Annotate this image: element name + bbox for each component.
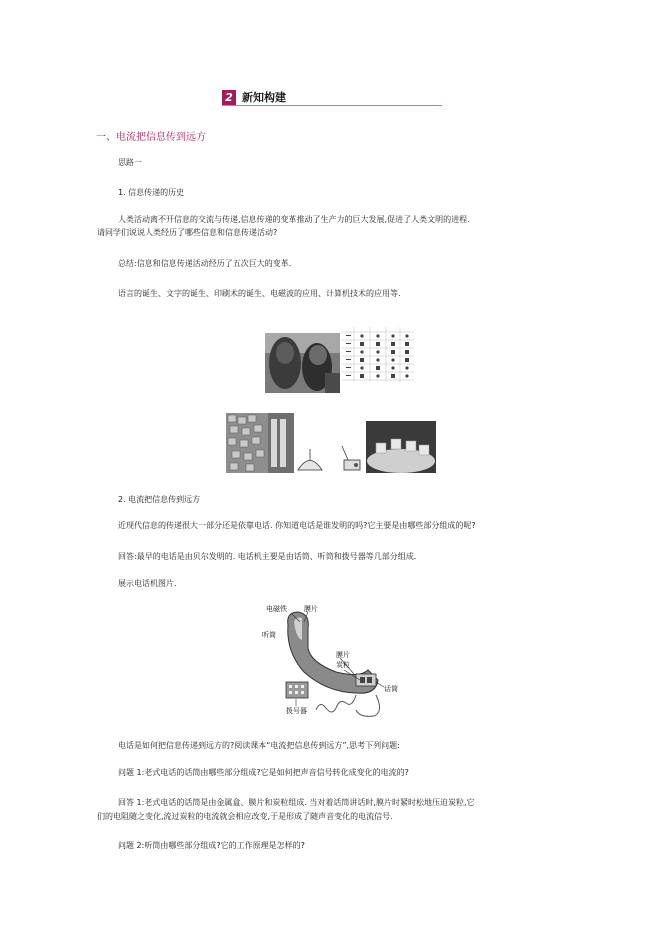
subsection-2-title: 2. 电流把信息传到远方 [118, 495, 201, 504]
movable-type-image [226, 413, 294, 473]
idea-label: 思路一 [118, 158, 142, 167]
section-heading: 新知构建 [242, 91, 286, 104]
heading-underline [222, 105, 442, 106]
answer-1-text: 回答:最早的电话是由贝尔发明的. 电话机主要是由话筒、听筒和拨号器等几部分组成. [118, 552, 417, 561]
question-intro: 电话是如何把信息传递到远方的?阅读课本“电流把信息传到远方”,思考下列问题: [118, 741, 400, 750]
label-dialer: 拨号器 [286, 707, 307, 715]
question-2: 问题 2:听筒由哪些部分组成?它的工作原理是怎样的? [118, 841, 305, 850]
computers-image [366, 421, 436, 473]
show-text: 展示电话机图片. [118, 579, 177, 588]
revolutions-text: 语言的诞生、文字的诞生、印刷术的诞生、电磁波的应用、计算机技术的应用等. [118, 289, 401, 298]
question-1: 问题 1:老式电话的话筒由哪些部分组成?它是如何把声音信号转化成变化的电流的? [118, 768, 409, 777]
label-earpiece: 听筒 [262, 631, 276, 639]
answer-1-line-1: 回答 1:老式电话的话筒是由金属盒、膜片和炭粒组成. 当对着话筒讲话时,膜片时紧时松地压迫炭粒,它 [118, 798, 475, 807]
subsection-1-title: 1. 信息传递的历史 [118, 188, 185, 197]
primitive-humans-image [265, 333, 340, 393]
label-electromagnet: 电磁铁 [266, 605, 287, 613]
section-title: 一、电流把信息传到远方 [96, 132, 206, 143]
telephone-diagram [256, 600, 406, 720]
label-film: 膜片 [304, 605, 318, 613]
paragraph-1-line-1: 人类活动离不开信息的交流与传递,信息传递的变革推动了生产力的巨大发展,促进了人类文明的进程. [118, 215, 470, 224]
summary-text: 总结:信息和信息传递活动经历了五次巨大的变革. [118, 259, 292, 268]
paragraph-2: 近现代信息的传递很大一部分还是依靠电话. 你知道电话是谁发明的吗?它主要是由哪些部分组成的呢? [118, 521, 476, 530]
answer-1-line-2: 们的电阻随之变化,流过炭粒的电流就会相应改变,于是形成了随声音变化的电流信号. [97, 812, 393, 821]
label-mouthpiece: 话筒 [384, 685, 398, 693]
label-diaphragm: 膜片 [336, 651, 350, 659]
label-carbon-granules: 炭粒 [336, 661, 350, 669]
paragraph-1-line-2: 请同学们说说人类经历了哪些信息和信息传递活动? [97, 228, 278, 237]
ancient-script-table-image [342, 327, 414, 382]
radio-antenna-image [296, 443, 364, 473]
section-number-badge: 2 [222, 90, 236, 105]
